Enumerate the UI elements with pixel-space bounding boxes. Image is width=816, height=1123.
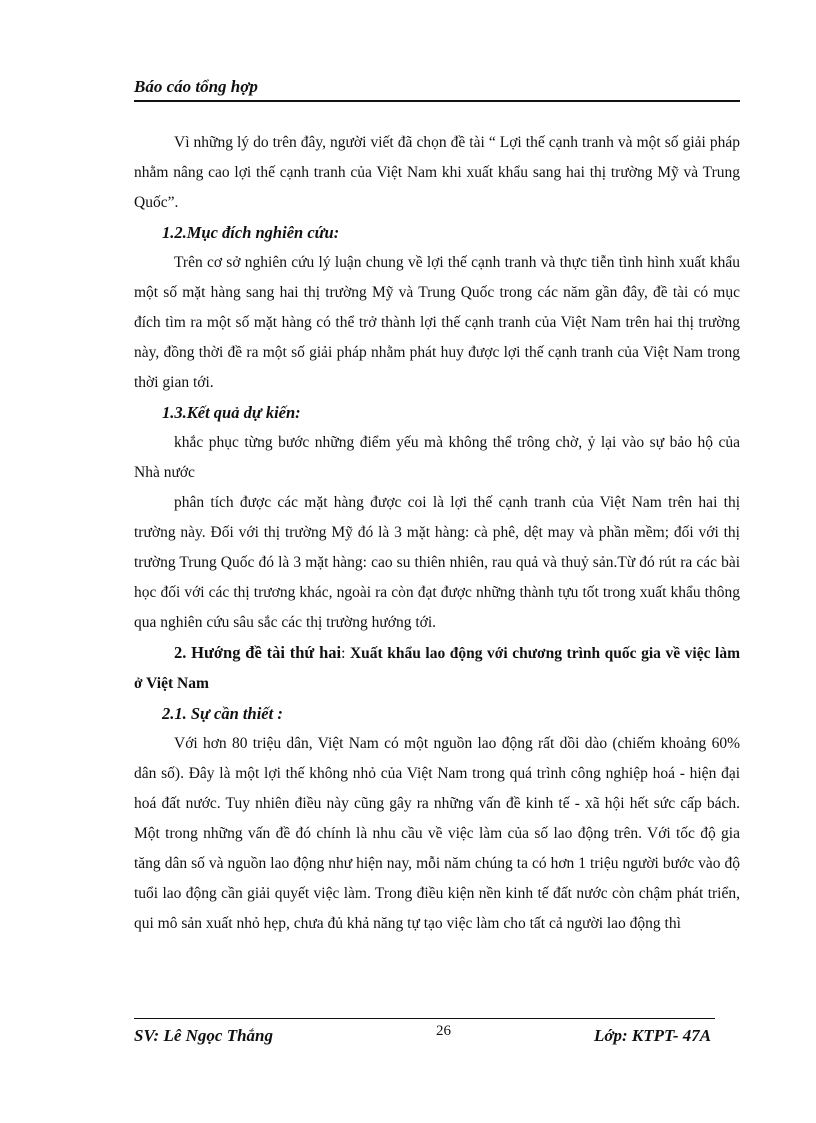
paragraph-necessity: Với hơn 80 triệu dân, Việt Nam có một nguồn lao động rất dồi dào (chiếm khoảng 60% dân số). Đây là một lợi thế không nhỏ của Việt Nam trong quá trình công nghiệp hoá - hiện đại hoá đất nước. Tuy nhiên điều này cũng gây ra những vấn đề kinh tế - xã hội hết sức cấp bách. Một trong những vấn đề đó chính là nhu cầu về việc làm của số lao động trên. Với tốc độ gia tăng dân số và nguồn lao động như hiện nay, mỗi năm chúng ta có hơn 1 triệu người bước vào độ tuổi lao động cần giải quyết việc làm. Trong điều kiện nền kinh tế đất nước còn chậm phát triển, qui mô sản xuất nhỏ hẹp, chưa đủ khả năng tự tạo việc làm cho tất cả người lao động thì [134,735,740,932]
header-rule [134,100,740,102]
student-name: SV: Lê Ngọc Thắng [134,1026,273,1045]
heading-necessity: 2.1. Sự cần thiết : [162,704,283,723]
heading-research-purpose: 1.2.Mục đích nghiên cứu: [162,223,340,242]
page-footer [134,1018,740,1054]
second-topic-lead: 2. Hướng đề tài thứ hai [174,643,342,662]
heading-expected-results: 1.3.Kết quả dự kiến: [162,403,301,422]
page-body [134,128,740,939]
heading-second-topic [134,638,740,699]
class-code: Lớp: KTPT- 47A [594,1026,712,1045]
report-title: Báo cáo tổng hợp [134,77,258,96]
paragraph-expected-results-1: khắc phục từng bước những điểm yếu mà không thể trông chờ, ỷ lại vào sự bảo hộ của Nhà nước [134,434,740,481]
paragraph-topic-choice: Vì những lý do trên đây, người viết đã chọn đề tài “ Lợi thế cạnh tranh và một số giải pháp nhằm nâng cao lợi thế cạnh tranh của Việt Nam khi xuất khẩu sang hai thị trường Mỹ và Trung Quốc”. [134,134,740,211]
paragraph-expected-results-2: phân tích được các mặt hàng được coi là lợi thế cạnh tranh của Việt Nam trên hai thị trường này. Đối với thị trường Mỹ đó là 3 mặt hàng: cà phê, dệt may và phần mềm; đối với thị trường Trung Quốc đó là 3 mặt hàng: cao su thiên nhiên, rau quả và thuỷ sản.Từ đó rút ra các bài học đối với các thị trương khác, ngoài ra còn đạt được những thành tựu tốt trong xuất khẩu thông qua nghiên cứu sâu sắc các thị trường hướng tới. [134,494,740,631]
paragraph-research-purpose: Trên cơ sở nghiên cứu lý luận chung về lợi thế cạnh tranh và thực tiễn tình hình xuất khẩu một số mặt hàng sang hai thị trường Mỹ và Trung Quốc trong các năm gần đây, đề tài có mục đích tìm ra một số mặt hàng có thể trở thành lợi thế cạnh tranh của Việt Nam trên hai thị trường này, đồng thời đề ra một số giải pháp nhằm phát huy được lợi thế cạnh tranh của Việt Nam trong thời gian tới. [134,254,740,391]
second-topic-separator: : [341,645,350,662]
page-header [134,76,740,98]
second-topic-title: Xuất khẩu lao động với chương trình quốc gia về việc làm ở Việt Nam [134,645,740,692]
footer-rule [134,1018,715,1019]
page-number: 26 [436,1023,451,1039]
